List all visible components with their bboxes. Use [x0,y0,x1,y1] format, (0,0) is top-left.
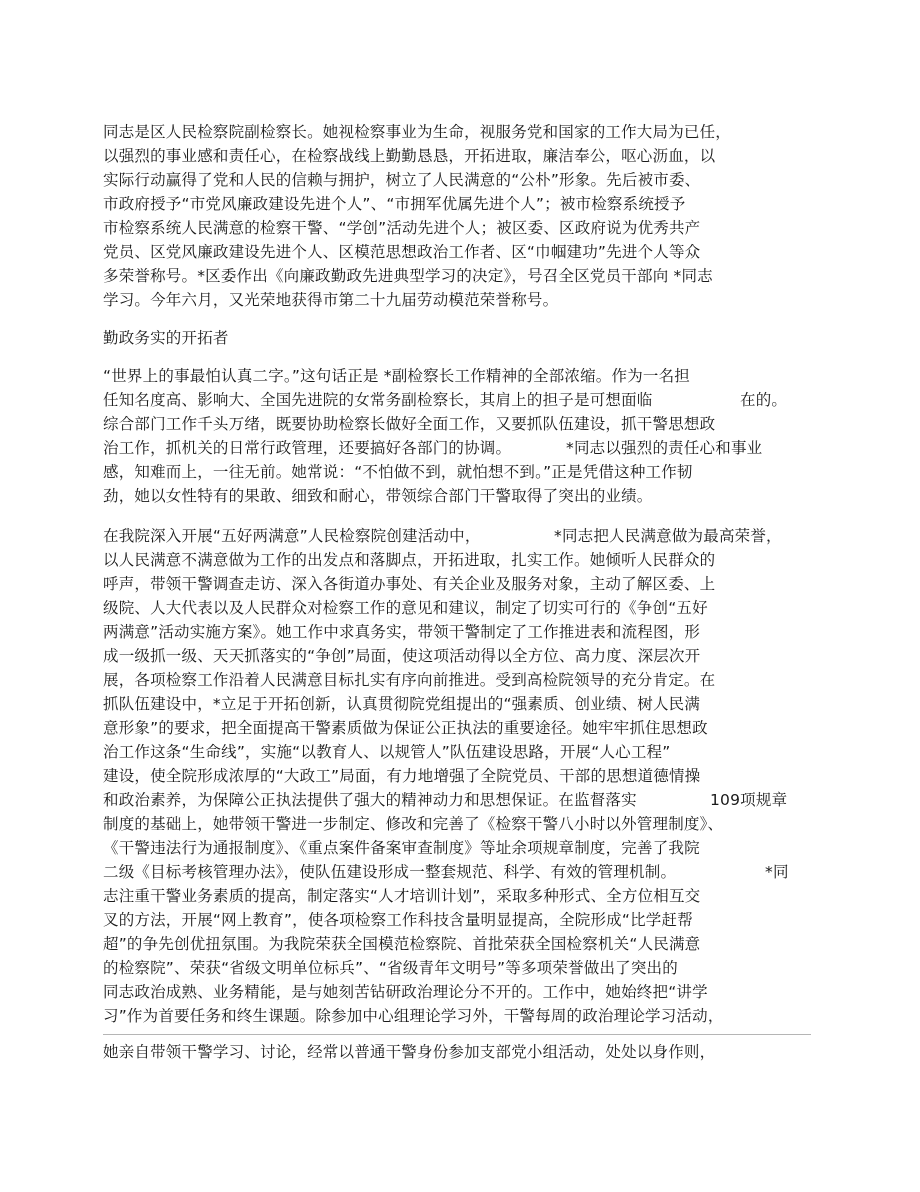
text-line: 劲，她以女性特有的果敢、细致和耐心，带领综合部门干警取得了突出的业绩。 [103,487,653,505]
text-line: 二级《目标考核管理办法》，使队伍建设形成一整套规范、科学、有效的管理机制。 [103,863,677,881]
text-line: 市检察系统人民满意的检察干警、“学创”活动先进个人；被区委、区政府说为优秀共产 [103,219,701,237]
text-line: 多荣誉称号。*区委作出《向廉政勤政先进典型学习的决定》，号召全区党员干部向 *同志 [103,267,713,285]
text-line: 展，各项检察工作沿着人民满意目标扎实有序向前推进。受到高检院领导的充分肯定。在 [103,671,716,689]
text-line-tail: 109项规章 [710,791,788,809]
text-line: 制度的基础上，她带领干警进一步制定、修改和完善了《检察干警八小时以外管理制度》、 [103,815,724,833]
text-line: 成一级抓一级、天天抓落实的“争创”局面，使这项活动得以全方位、高力度、深层次开 [103,647,701,665]
text-line: “世界上的事最怕认真二字。”这句话正是 *副检察长工作精神的全部浓缩。作为一名担 [103,367,690,385]
text-line: 志注重干警业务素质的提高，制定落实“人才培训计划”，采取多种形式、全方位相互交 [103,887,701,905]
text-line: 以强烈的事业感和责任心，在检察战线上勤勤恳恳，开拓进取，廉洁奉公，呕心沥血，以 [103,147,716,165]
text-line: 叉的方法，开展“网上教育”，使各项检察工作科技含量明显提高，全院形成“比学赶帮 [103,911,693,929]
text-line: 治工作这条“生命线”，实施“以教育人、以规管人”队伍建设思路，开展“人心工程” [103,743,671,761]
text-line: 同志政治成熟、业务精能，是与她刻苦钻研政治理论分不开的。工作中，她始终把“讲学 [103,983,708,1001]
text-line: 呼声，带领干警调查走访、深入各街道办事处、有关企业及服务对象，主动了解区委、上 [103,575,716,593]
text-line: 习”作为首要任务和终生课题。除参加中心组理论学习外，干警每周的政治理论学习活动， [103,1007,724,1025]
text-line: 综合部门工作千头万绪，既要协助检察长做好全面工作，又要抓队伍建设，抓干警思想政 [103,415,716,433]
text-line-tail: *同 [765,863,789,881]
text-line-tail: 在的。 [740,391,788,409]
text-line: 抓队伍建设中，*立足于开拓创新，认真贯彻院党组提出的“强素质、创业绩、树人民满 [103,695,701,713]
text-line: 《干警违法行为通报制度》、《重点案件备案审查制度》等址余项规章制度，完善了我院 [103,839,700,857]
text-line-tail: *同志把人民满意做为最高荣誉， [554,527,782,545]
page-divider [103,1034,811,1035]
text-line: 任知名度高、影响大、全国先进院的女常务副检察长，其肩上的担子是可想面临 [103,391,653,409]
text-line: 超”的争先创优扭氛围。为我院荣获全国模范检察院、首批荣获全国检察机关“人民满意 [103,935,701,953]
text-line: 建设，使全院形成浓厚的“大政工”局面，有力地增强了全院党员、干部的思想道德情操 [103,767,701,785]
text-line: 市政府授予“市党风廉政建设先进个人”、“市拥军优属先进个人”；被市检察系统授予 [103,195,686,213]
text-line: 以人民满意不满意做为工作的出发点和落脚点，开拓进取，扎实工作。她倾听人民群众的 [103,551,716,569]
text-line: 在我院深入开展“五好两满意”人民检察院创建活动中， [103,527,481,545]
section-heading: 勤政务实的开拓者 [103,329,229,347]
text-line: 感，知难而上，一往无前。她常说：“不怕做不到，就怕想不到。”正是凭借这种工作韧 [103,463,693,481]
text-line: 的检察院”、荣获“省级文明单位标兵”、“省级青年文明号”等多项荣誉做出了突出的 [103,959,678,977]
text-line: 党员、区党风廉政建设先进个人、区模范思想政治工作者、区“巾帼建功”先进个人等众 [103,243,701,261]
text-line: 级院、人大代表以及人民群众对检察工作的意见和建议，制定了切实可行的《争创“五好 [103,599,708,617]
text-line: 她亲自带领干警学习、讨论，经常以普通干警身份参加支部党小组活动，处处以身作则， [103,1043,716,1061]
text-line: 意形象”的要求，把全面提高干警素质做为保证公正执法的重要途径。她牢牢抓住思想政 [103,719,708,737]
text-line: 治工作，抓机关的日常行政管理，还要搞好各部门的协调。 [103,439,512,457]
text-line: 学习。今年六月，又光荣地获得市第二十九届劳动模范荣誉称号。 [103,291,559,309]
text-line: 同志是区人民检察院副检察长。她视检察事业为生命，视服务党和国家的工作大局为已任， [103,123,732,141]
text-line: 和政治素养，为保障公正执法提供了强大的精神动力和思想保证。在监督落实 [103,791,637,809]
text-line-tail: *同志以强烈的责任心和事业 [566,439,763,457]
text-line: 实际行动赢得了党和人民的信赖与拥护，树立了人民满意的“公朴”形象。先后被市委、 [103,171,701,189]
text-line: 两满意”活动实施方案》。她工作中求真务实，带领干警制定了工作推进表和流程图，形 [103,623,701,641]
